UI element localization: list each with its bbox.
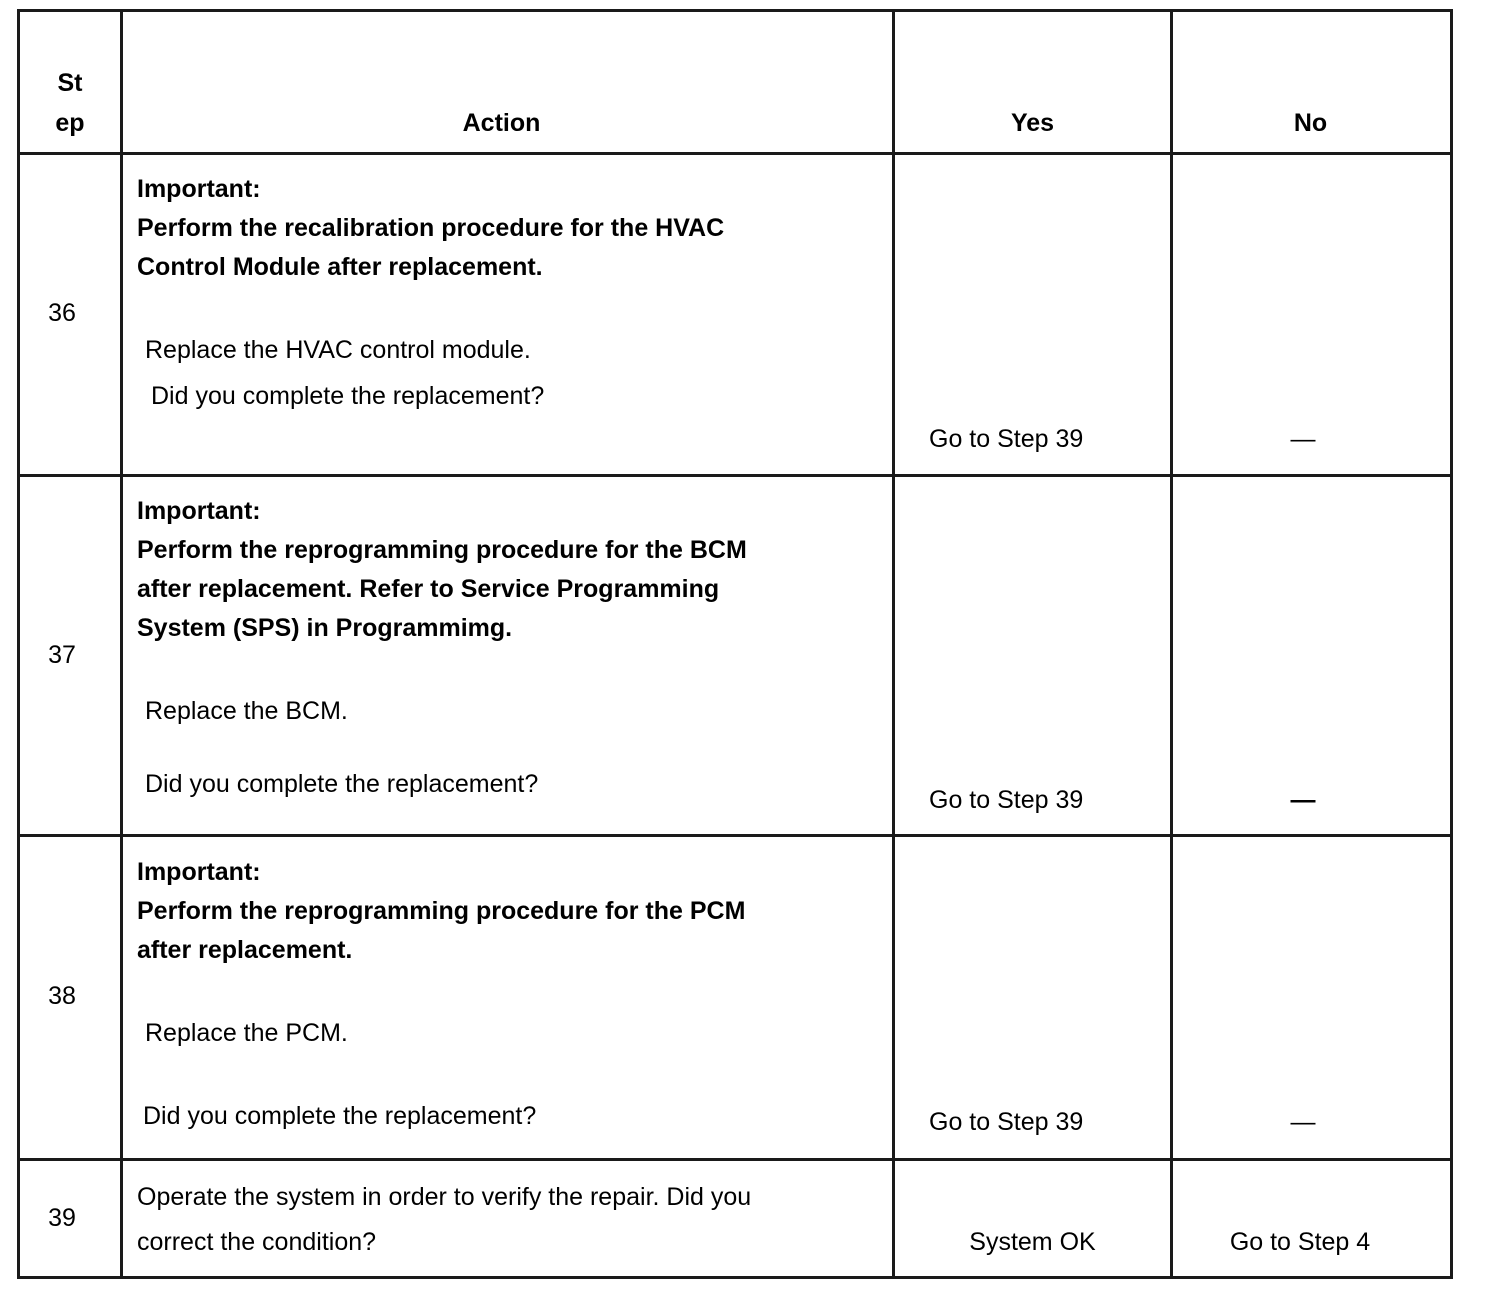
no-result: —: [1290, 425, 1316, 453]
row-divider: [20, 152, 1450, 155]
column-divider: [892, 12, 895, 1276]
important-text: Control Module after replacement.: [137, 253, 543, 281]
header-action: Action: [462, 109, 541, 137]
important-label: Important:: [137, 497, 261, 525]
action-question: Did you complete the replacement?: [143, 1102, 537, 1130]
header-step-line1: St: [57, 69, 83, 97]
header-no: No: [1293, 109, 1328, 137]
column-divider: [1170, 12, 1173, 1276]
important-text: Perform the reprogramming procedure for the PCM: [137, 897, 746, 925]
no-result: —: [1290, 786, 1316, 814]
row-divider: [20, 834, 1450, 837]
step-number: 37: [48, 641, 76, 669]
header-yes: Yes: [1010, 109, 1055, 137]
action-text: Replace the PCM.: [145, 1019, 348, 1047]
step-number: 36: [48, 299, 76, 327]
yes-result: System OK: [969, 1228, 1096, 1256]
action-question: Did you complete the replacement?: [145, 770, 539, 798]
important-label: Important:: [137, 858, 261, 886]
header-step-line2: ep: [55, 109, 85, 137]
action-text: Operate the system in order to verify the repair. Did you: [137, 1183, 752, 1211]
important-text: Perform the recalibration procedure for the HVAC: [137, 214, 725, 242]
step-number: 38: [48, 982, 76, 1010]
action-text: Replace the HVAC control module.: [145, 336, 531, 364]
action-question: Did you complete the replacement?: [151, 382, 545, 410]
no-result: Go to Step 4: [1229, 1228, 1371, 1256]
row-divider: [20, 474, 1450, 477]
important-text: after replacement.: [137, 936, 353, 964]
important-text: after replacement. Refer to Service Programming: [137, 575, 720, 603]
important-text: System (SPS) in Programmimg.: [137, 614, 513, 642]
no-result: —: [1290, 1108, 1316, 1136]
yes-result: Go to Step 39: [929, 425, 1084, 453]
header-step: [20, 68, 120, 138]
yes-result: Go to Step 39: [929, 1108, 1084, 1136]
step-number: 39: [48, 1204, 76, 1232]
important-label: Important:: [137, 175, 261, 203]
action-text: Replace the BCM.: [145, 697, 348, 725]
yes-result: Go to Step 39: [929, 786, 1084, 814]
action-text: correct the condition?: [137, 1228, 377, 1256]
column-divider: [120, 12, 123, 1276]
important-text: Perform the reprogramming procedure for the BCM: [137, 536, 747, 564]
row-divider: [20, 1158, 1450, 1161]
diagnostic-table: [17, 9, 1453, 1279]
